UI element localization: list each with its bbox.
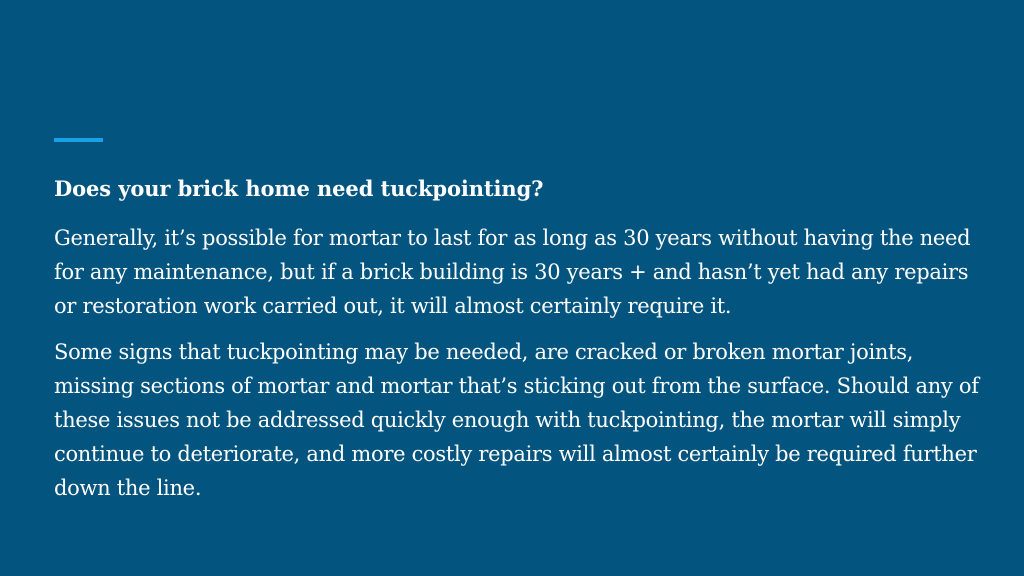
slide-content	[54, 172, 994, 505]
slide-heading: Does your brick home need tuckpointing?	[54, 176, 544, 201]
paragraph-intro: Generally, it’s possible for mortar to last for as long as 30 years without having the need for any maintenance, but if a brick building is 30 years + and hasn’t yet had any repairs or restoration work carried out, it will almost certainly require it.	[54, 226, 971, 318]
accent-bar	[54, 138, 103, 142]
paragraph-signs: Some signs that tuckpointing may be needed, are cracked or broken mortar joints, missing sections of mortar and mortar that’s sticking out from the surface. Should any of these issues not be addressed quickly enough with tuckpointing, the mortar will simply continue to deteriorate, and more costly repairs will almost certainly be required further down the line.	[54, 340, 979, 500]
